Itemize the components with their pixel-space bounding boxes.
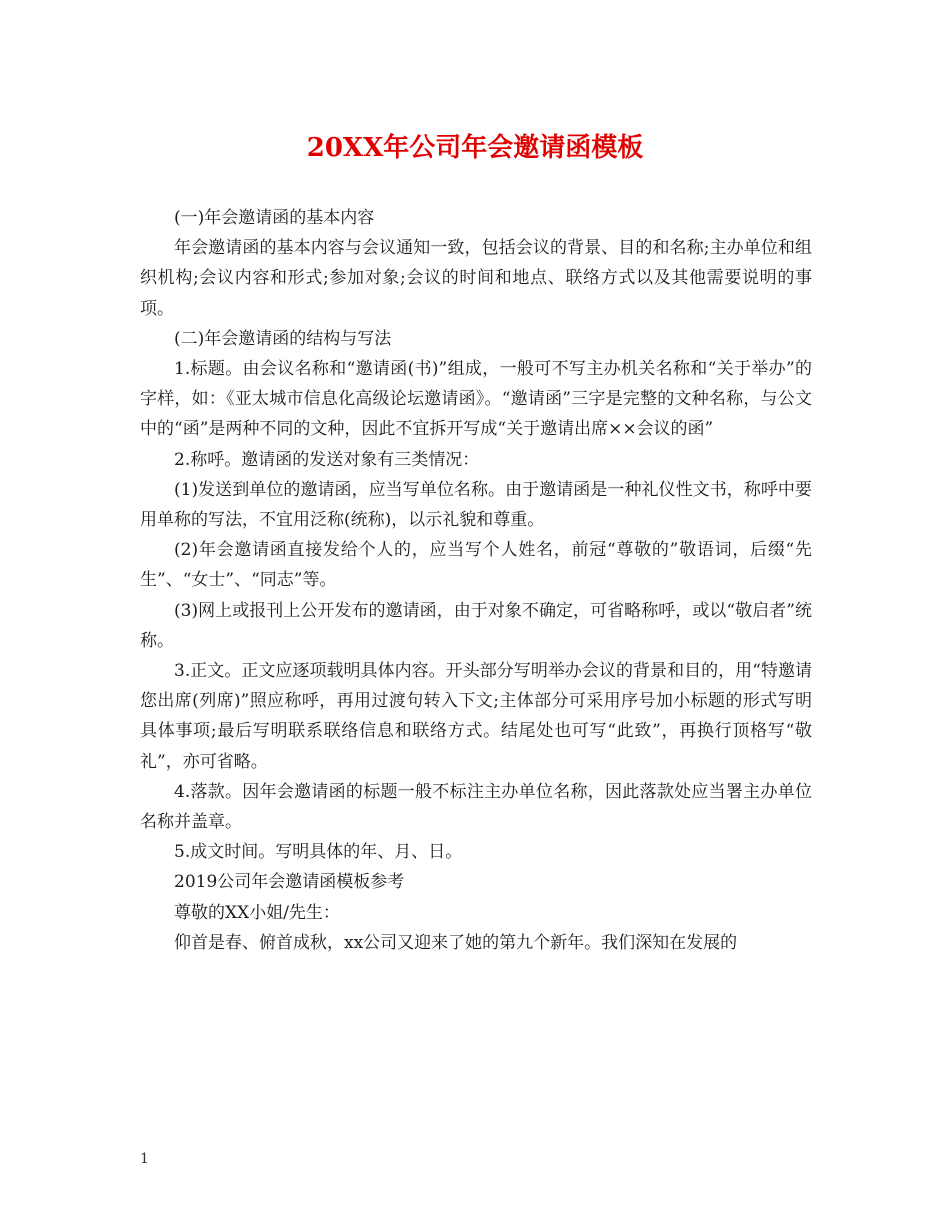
body-paragraph: (1)发送到单位的邀请函，应当写单位名称。由于邀请函是一种礼仪性文书，称呼中要用单称的写法，不宜用泛称(统称)，以示礼貌和尊重。 <box>140 479 812 531</box>
body-paragraph: 年会邀请函的基本内容与会议通知一致，包括会议的背景、目的和名称;主办单位和组织机构;会议内容和形式;参加对象;会议的时间和地点、联络方式以及其他需要说明的事项。 <box>140 238 812 319</box>
body-paragraph: 5.成文时间。写明具体的年、月、日。 <box>174 842 463 863</box>
body-paragraph: 1.标题。由会议名称和“邀请函(书)”组成，一般可不写主办机关名称和“关于举办”的字样，如：《亚太城市信息化高级论坛邀请函》。“邀请函”三字是完整的文种名称，与公文中的“函”是两种不同的文种，因此不宜拆开写成“关于邀请出席××会议的函” <box>140 359 812 440</box>
salutation: 尊敬的XX小姐/先生： <box>174 902 340 923</box>
section-heading: (一)年会邀请函的基本内容 <box>174 208 375 228</box>
body-paragraph: 4.落款。因年会邀请函的标题一般不标注主办单位名称，因此落款处应当署主办单位名称并盖章。 <box>140 781 812 833</box>
body-paragraph: 3.正文。正文应逐项载明具体内容。开头部分写明举办会议的背景和目的，用“特邀请您出席(列席)”照应称呼，再用过渡句转入下文;主体部分可采用序号加小标题的形式写明具体事项;最后写明联系联络信息和联络方式。结尾处也可写“此致”，再换行顶格写“敬礼”，亦可省略。 <box>140 661 812 772</box>
section-heading: 2019公司年会邀请函模板参考 <box>174 872 405 893</box>
document-title: 20XX年公司年会邀请函模板 <box>306 133 644 163</box>
body-paragraph: (3)网上或报刊上公开发布的邀请函，由于对象不确定，可省略称呼，或以“敬启者”统称。 <box>140 600 812 651</box>
body-paragraph: 仰首是春、俯首成秋，xx公司又迎来了她的第九个新年。我们深知在发展的 <box>174 932 738 953</box>
document-body <box>140 203 812 958</box>
page-number: 1 <box>140 1151 149 1167</box>
body-paragraph: 2.称呼。邀请函的发送对象有三类情况： <box>174 449 480 470</box>
body-paragraph: (2)年会邀请函直接发给个人的，应当写个人姓名，前冠“尊敬的”敬语词，后缀“先生”、“女士”、“同志”等。 <box>140 540 812 591</box>
section-heading: (二)年会邀请函的结构与写法 <box>174 328 392 349</box>
